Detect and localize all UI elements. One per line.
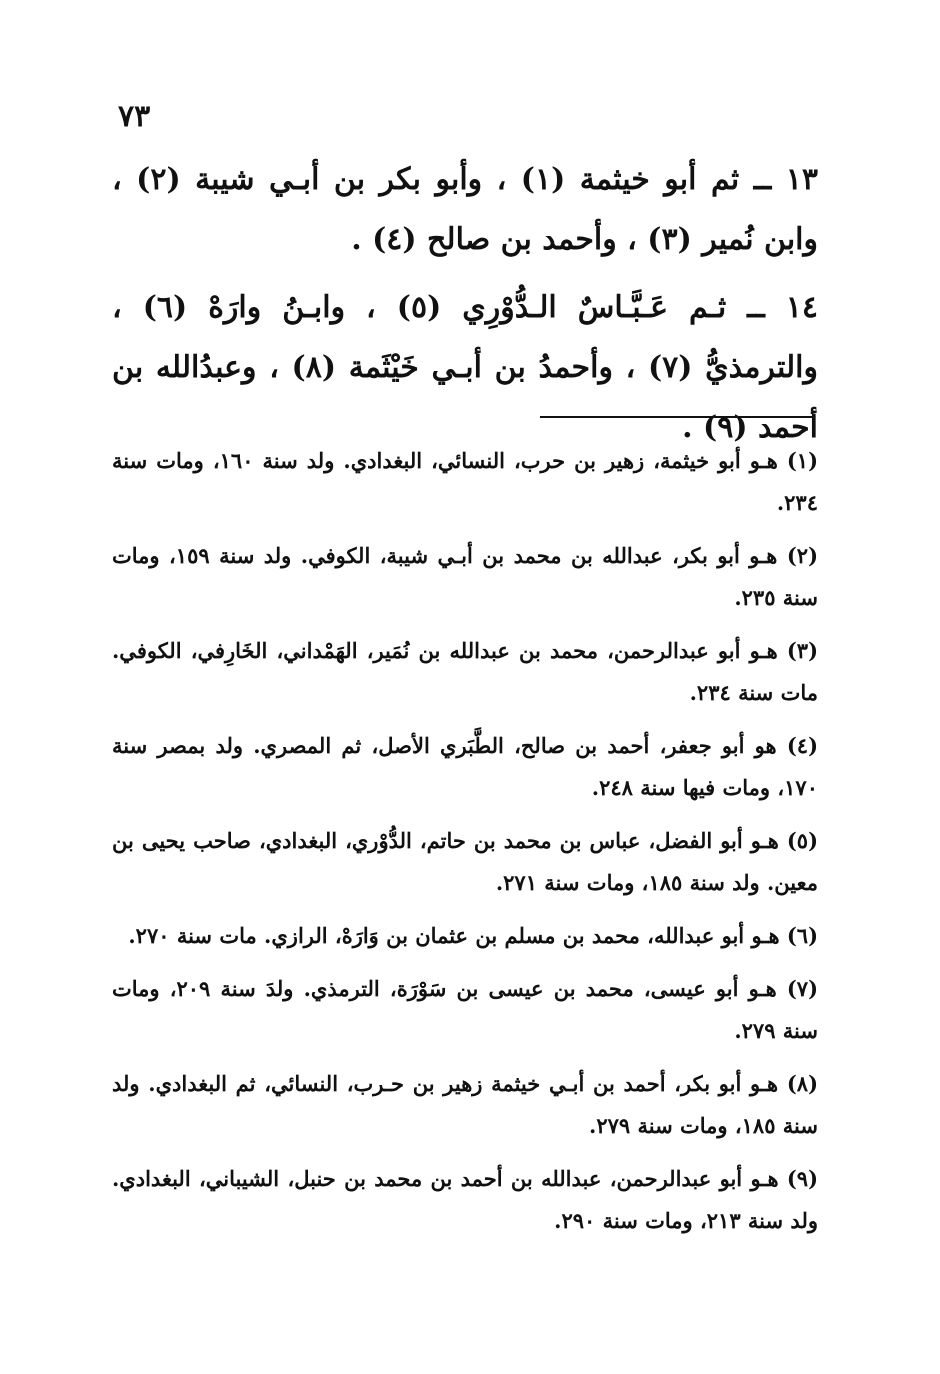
footnote-2: (٢) هـو أبو بكر، عبدالله بن محمد بن أبـي شيبة، الكوفي. ولد سنة ١٥٩، ومات سنة ٢٣٥. [112, 543, 818, 610]
main-paragraph-14: ١٤ ــ ثـم عَـبَّـاسٌ الـدُّوْرِي (٥) ، وابـنُ وارَهْ (٦) ، والترمذيُّ (٧) ، وأحمدُ بن أبـي خَيْثَمة (٨) ، وعبدُالله بن أحمد (٩) . [112, 290, 818, 445]
footnote-9: (٩) هـو أبو عبدالرحمن، عبدالله بن أحمد بن محمد بن حنبل، الشيباني، البغدادي. ولد سنة ٢١٣، ومات سنة ٢٩٠. [112, 1166, 818, 1233]
footnote-1: (١) هـو أبو خيثمة، زهير بن حرب، النسائي، البغدادي. ولد سنة ١٦٠، ومات سنة ٢٣٤. [112, 448, 818, 515]
footnote-5: (٥) هـو أبو الفضل، عباس بن محمد بن حاتم، الدُّوْري، البغدادي، صاحب يحيى بن معين. ولد سنة ١٨٥، ومات سنة ٢٧١. [112, 828, 818, 895]
page-number: ٧٣ [118, 99, 151, 134]
main-text [112, 150, 818, 466]
footnote-3: (٣) هـو أبو عبدالرحمن، محمد بن عبدالله بن نُمَير، الهَمْداني، الخَارِفي، الكوفي. مات سنة ٢٣٤. [112, 638, 818, 705]
footnote-4: (٤) هو أبو جعفر، أحمد بن صالح، الطَّبَري الأصل، ثم المصري. ولد بمصر سنة ١٧٠، ومات فيها سنة ٢٤٨. [112, 733, 818, 800]
footnote-7: (٧) هـو أبو عيسى، محمد بن عيسى بن سَوْرَة، الترمذي. ولدَ سنة ٢٠٩، ومات سنة ٢٧٩. [112, 976, 818, 1043]
footnote-divider [540, 416, 812, 418]
main-paragraph-13: ١٣ ــ ثم أبو خيثمة (١) ، وأبو بكر بن أبـي شيبة (٢) ، وابن نُمير (٣) ، وأحمد بن صالح (٤) . [112, 162, 819, 257]
footnote-6: (٦) هـو أبو عبدالله، محمد بن مسلم بن عثمان بن وَارَهْ، الرازي. مات سنة ٢٧٠. [128, 923, 818, 948]
footnote-8: (٨) هـو أبو بكر، أحمد بن أبـي خيثمة زهير بن حـرب، النسائي، ثم البغدادي. ولد سنة ١٨٥، ومات سنة ٢٧٩. [112, 1071, 818, 1138]
footnotes [112, 440, 818, 1253]
